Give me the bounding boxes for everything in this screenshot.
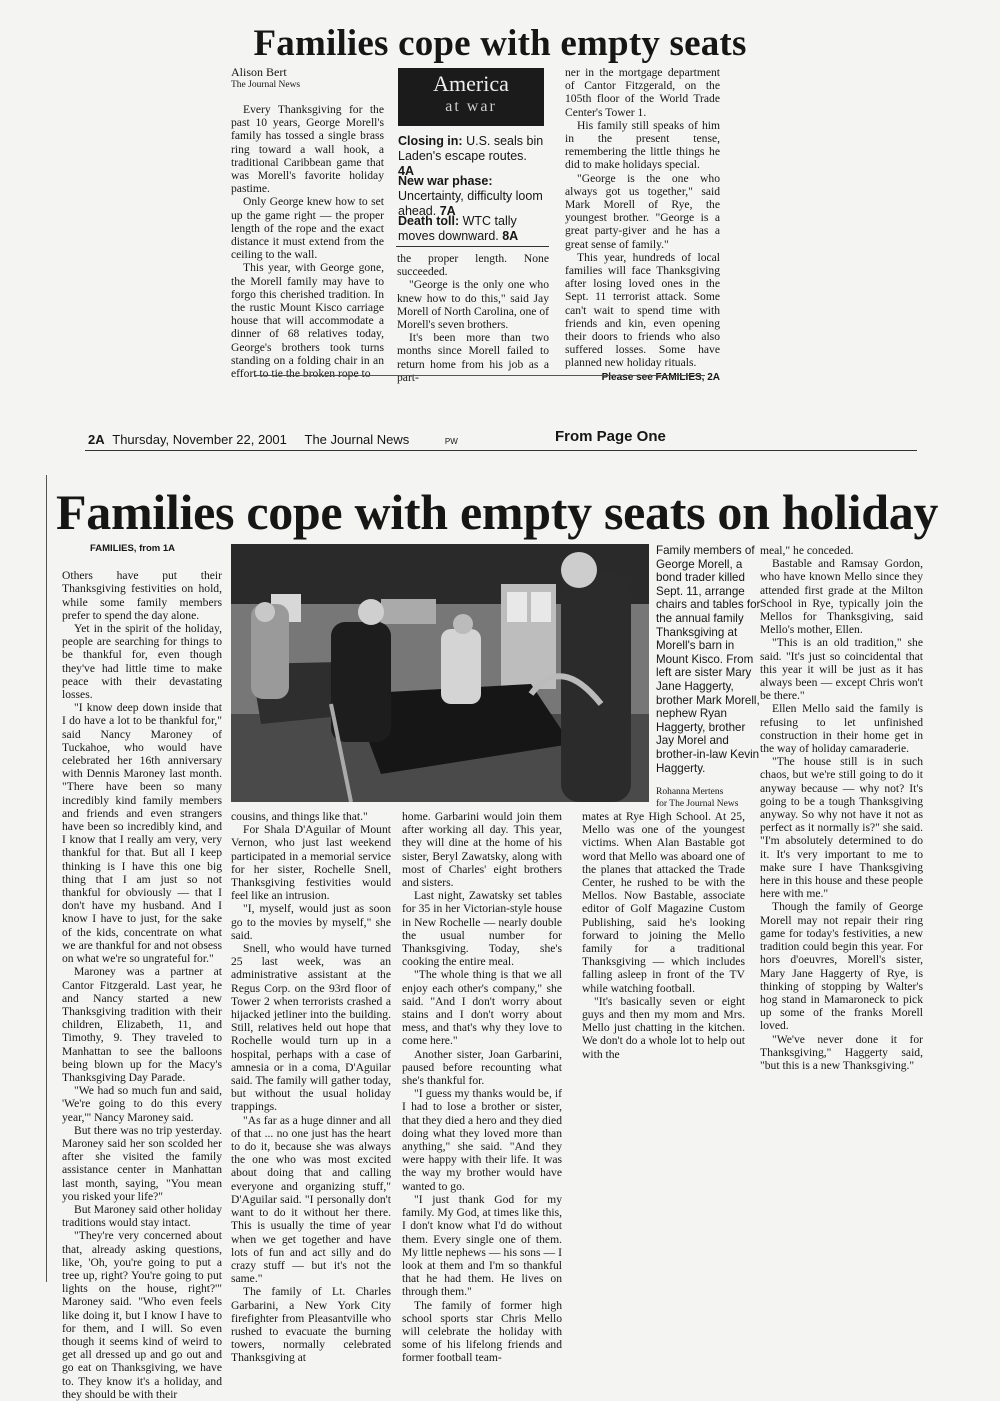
divider xyxy=(46,475,47,1282)
paragraph: But there was no trip yesterday. Maroney said her son scolded her after she visited the family assistance center in Manhattan last month, saying, "You mean you risked your life?" xyxy=(62,1123,222,1203)
paragraph: home. Garbarini would join them after working all day. This year, they will dine at the home of his sister, Beryl Zawatsky, along with most of Charles' eight brothers and sisters. xyxy=(402,810,562,890)
america-at-war-sidebar xyxy=(396,68,549,247)
article-column-2 xyxy=(231,810,391,1365)
article-column-3 xyxy=(402,810,562,1365)
paragraph: Last night, Zawatsky set tables for 35 in her Victorian-style house in New Rochelle — nearly double the usual number for Thanksgiving. Today, she's cooking the entire meal. xyxy=(402,889,562,969)
paragraph: Others have put their Thanksgiving festivities on hold, while some family members prefer to spend the day alone. xyxy=(62,569,222,622)
top-byline xyxy=(231,66,300,92)
paragraph: Every Thanksgiving for the past 10 years, George Morell's family has tossed a single brass ring toward a wall hook, a traditional Caribbean game that was Morell's favorite holiday pastime. xyxy=(231,103,384,196)
top-column-1 xyxy=(231,103,384,380)
paragraph: meal," he conceded. xyxy=(760,544,854,557)
paragraph: It's been more than two months since Morell failed to return home from his job as a part- xyxy=(397,331,549,384)
paragraph: Only George knew how to set up the game right — the proper length of the rope and the exact distance it must extend from the ceiling to the wall. xyxy=(231,195,384,262)
top-column-2 xyxy=(397,252,549,384)
paragraph: "It's basically seven or eight guys and then my mom and Mrs. Mello just chatting in the kitchen. We don't do a whole lot to help out with the xyxy=(582,994,745,1061)
paragraph: This year, hundreds of local families will face Thanksgiving after losing loved ones in the Sept. 11 terrorist attack. Some can't wait to spend time with friends and kin, even opening their doors to friends who also suffered losses. Some have planned new holiday rituals. xyxy=(565,250,720,370)
paragraph: For Shala D'Aguilar of Mount Vernon, who just last weekend participated in a memorial service for her sister, Rochelle Snell, Thanksgiving festivities would feel like an intrusion. xyxy=(231,823,391,903)
folio-paper: The Journal News xyxy=(304,432,410,447)
sidebar-item: Closing in: U.S. seals bin Laden's escape routes. 4A xyxy=(398,134,544,178)
paragraph: ner in the mortgage department of Cantor Fitzgerald, on the 105th floor of the World Trade Center's Tower 1. xyxy=(565,66,720,119)
paragraph: "This is an old tradition," she said. "It's just so coincidental that this year it will be just as it has always been — except Chris won't be there." xyxy=(760,636,923,703)
article-column-1 xyxy=(62,542,222,1401)
section-label: From Page One xyxy=(555,428,666,445)
folio-date: Thursday, November 22, 2001 xyxy=(112,432,287,447)
paragraph: mates at Rye High School. At 25, Mello was one of the youngest victims. When Alan Bastable got word that Mello was aboard one of the planes that attacked the Trade Center, he rushed to be with the Mellos. Now Bastable, associate editor of Golf Magazine Custom Publishing, said he's looking forward to joining the Mello family for a traditional Thanksgiving — which includes falling asleep in front of the TV while watching football. xyxy=(582,810,745,995)
paragraph: the proper length. None succeeded. xyxy=(397,252,549,279)
sidebar-item: Death toll: WTC tally moves downward. 8A xyxy=(398,214,519,243)
top-headline: Families cope with empty seats xyxy=(253,23,747,64)
article-column-4 xyxy=(582,810,745,1061)
paragraph: Ellen Mello said the family is refusing to let unfinished construction in their home get in the way of holiday camaraderie. xyxy=(760,702,923,756)
paragraph: His family still speaks of him in the present tense, remembering the little things he did to make holidays special. xyxy=(565,118,720,172)
paragraph: "George is the one who always got us together," said Mark Morell of Rye, the youngest brother. "George is a great party-giver and he has a great sense of family." xyxy=(565,171,720,251)
credit-source: for The Journal News xyxy=(656,798,739,809)
paragraph: Maroney was a partner at Cantor Fitzgerald. Last year, he and Nancy started a new Thanksgiving tradition with their children, Elizabeth, 11, and Timothy, 9. They traveled to Manhattan to see the balloons being blown up for the Macy's Thanksgiving Day Parade. xyxy=(62,965,222,1084)
photo-caption: Family members of George Morell, a bond trader killed Sept. 11, arrange chairs and tables for the annual family Thanksgiving at Morell's barn in Mount Kisco. From left are sister Mary Jane Haggerty, brother Mark Morell, nephew Ryan Haggerty, brother Jay Morel and brother-in-law Kevin Haggerty. xyxy=(656,544,761,775)
paragraph: "I just thank God for my family. My God, at times like this, I don't know what I'd do without them. Every single one of them. My little nephews — his sons — I look at them and I'm so thankful that he had them. He lives on through them." xyxy=(402,1192,562,1299)
paragraph: Snell, who would have turned 25 last week, was an administrative assistant at the Regus Corp. on the 93rd floor of Tower 2 when terrorists crashed a hijacked jetliner into the building. Still, relatives held out hope that Rochelle would turn up in a hospital, perhaps with a case of amnesia or in a coma, D'Aguilar said. The family will gather today, but without the usual holiday trappings. xyxy=(231,942,391,1114)
credit-name: Rohanna Mertens xyxy=(656,787,724,797)
paragraph: "I guess my thanks would be, if I had to lose a brother or sister, that they died a hero and they died doing what they loved more than anything," she said. "And they were happy with their life. It was the way my brother would have wanted to go. xyxy=(402,1087,563,1193)
folio xyxy=(88,432,458,447)
paragraph: "They're very concerned about that, already asking questions, like, 'Oh, you're going to put a tree up, right? You're going to put lights on the house, right?'" Maroney said. "Who even feels like doing it, but I know I have to for them, and I will. So even though it seems kind of weird to get all dressed up and go out and go eat on Thanksgiving, we have to. They know it's a holiday, and they should be with their xyxy=(62,1229,222,1401)
paragraph: This year, with George gone, the Morell family may have to forgo this cherished tradition. In the rustic Mount Kisco carriage house that will accommodate a dinner of 68 relatives today, George's brothers took turns standing on a folding chair in an effort to tie the broken rope to xyxy=(231,261,384,381)
byline-name: Alison Bert xyxy=(231,65,287,79)
paragraph: "We've never done it for Thanksgiving," Haggerty said, "but this is a new Thanksgiving." xyxy=(760,1032,923,1072)
paragraph: "George is the only one who knew how to do this," said Jay Morell of North Carolina, one of Morell's seven brothers. xyxy=(397,278,549,332)
paragraph: "We had so much fun and said, 'We're going to do this every year,'" Nancy Maroney said. xyxy=(62,1084,222,1124)
paragraph: "The whole thing is that we all enjoy each other's company," she said. "And I don't worry about stains and I don't worry about mess, and that's why they love to come here." xyxy=(402,968,562,1048)
paragraph: The family of former high school sports star Chris Mello will celebrate the holiday with some of his lifelong friends and former football team- xyxy=(402,1298,562,1365)
byline-source: The Journal News xyxy=(231,80,301,90)
article-column-5 xyxy=(760,544,923,1072)
sidebar-title: America xyxy=(433,71,509,96)
paragraph: The family of Lt. Charles Garbarini, a New York City firefighter from Pleasantville who rushed to evacuate the burning towers, normally celebrated Thanksgiving at xyxy=(231,1285,391,1365)
article-photo xyxy=(231,544,649,802)
paragraph: Yet in the spirit of the holiday, people are searching for things to be thankful for, even though they've had little time to make peace with their devastating losses. xyxy=(62,622,222,702)
paragraph: "As far as a huge dinner and all of that ... no one just has the heart to do it, because she was always the one who was most excited about doing that and calling everyone and organizing stuff," D'Aguilar said. "I personally don't want to do it without her there. This is usually the time of year when we get together and have lots of fun and act silly and do crazy stuff — but it's not the same." xyxy=(231,1113,391,1286)
sidebar-subtitle: at war xyxy=(445,98,497,115)
photo-credit xyxy=(656,787,738,810)
sidebar-item: New war phase: Uncertainty, difficulty loom ahead. 7A xyxy=(398,174,543,218)
paragraph: "I, myself, would just as soon go to the movies by myself," she said. xyxy=(231,902,391,942)
photo-illustration xyxy=(231,544,649,802)
paragraph: "The house still is in such chaos, but we're still going to do it anyway because — why not? It's going to be a tough Thanksgiving anyway. So why not have it not as perfect as it normally is?" she said. "I'm absolutely determined to do it. It's very important to me to make sure I have Thanksgiving here in this house and these people here with me." xyxy=(760,755,923,901)
sidebar-flag xyxy=(398,68,544,126)
divider xyxy=(255,375,705,376)
paragraph: Bastable and Ramsay Gordon, who have known Mello since they attended first grade at the Milton School in Rye, typically join the Mellos for Thanksgiving, said Mello's mother, Ellen. xyxy=(760,557,923,637)
paragraph: cousins, and things like that." xyxy=(231,810,368,823)
paragraph: But Maroney said other holiday traditions would stay intact. xyxy=(62,1202,222,1230)
folio-rule xyxy=(85,450,917,451)
article-headline: Families cope with empty seats on holiday xyxy=(56,484,939,540)
top-column-3 xyxy=(565,66,720,384)
folio-page: 2A xyxy=(88,432,105,447)
paragraph: Though the family of George Morell may not repair their ring game for today's festivities, a new tradition could begin this year. For hors d'oeuvres, Morell's sister, Mary Jane Haggerty of Rye, is thinking of stopping by Walter's hog stand in Mamaroneck to pick up some of the franks Morell loved. xyxy=(760,900,923,1033)
see-line: Please see FAMILIES, 2A xyxy=(601,371,720,383)
paragraph: Another sister, Joan Garbarini, paused before recounting what she's thankful for. xyxy=(402,1047,562,1088)
jump-line: FAMILIES, from 1A xyxy=(90,543,175,554)
folio-code: PW xyxy=(444,437,458,446)
paragraph: "I know deep down inside that I do have a lot to be thankful for," said Nancy Maroney of Tuckahoe, who would have celebrated her 16th anniversary with Dennis Maroney last month. "There have been so many incredibly kind family members and friends and even strangers have been so incredibly kind, and I know that I really am very, very thankful for that. But all I keep thinking is I have this one big thing that I am just so not thankful for obviously — that I don't have my husband. And I know I have to just, for the sake of the kids, concentrate on what we are thankful for and not obsess on what we're so ungrateful for." xyxy=(62,701,222,966)
